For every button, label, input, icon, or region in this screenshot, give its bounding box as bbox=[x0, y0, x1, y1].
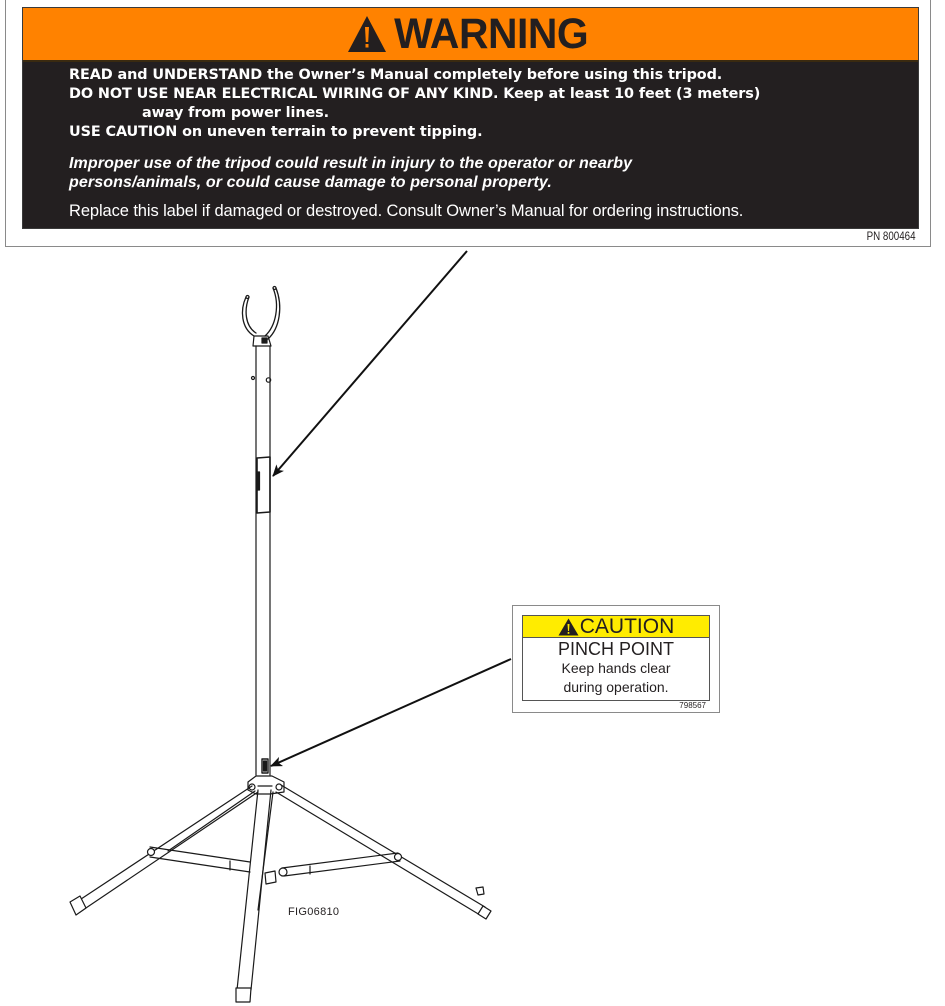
caution-line: Keep hands clear bbox=[561, 660, 671, 676]
warning-label bbox=[22, 7, 919, 229]
warning-triangle-icon bbox=[347, 15, 387, 53]
tripod-leg-left bbox=[70, 786, 258, 915]
tripod-pole bbox=[252, 346, 271, 775]
warning-line: USE CAUTION on uneven terrain to prevent tipping. bbox=[69, 124, 483, 140]
figure-id: FIG06810 bbox=[288, 906, 340, 918]
caution-signal-word: CAUTION bbox=[579, 615, 675, 638]
warning-part-number: PN 800464 bbox=[867, 231, 916, 243]
caution-leader-arrow bbox=[271, 659, 511, 766]
warning-header bbox=[23, 8, 918, 62]
warning-line: away from power lines. bbox=[142, 105, 329, 121]
caution-label bbox=[522, 615, 710, 701]
caution-label-frame bbox=[512, 605, 720, 713]
warning-italic-line: persons/animals, or could cause damage to personal property. bbox=[69, 174, 552, 191]
warning-line: DO NOT USE NEAR ELECTRICAL WIRING OF ANY KIND. Keep at least 10 feet (3 meters) bbox=[69, 86, 761, 102]
warning-line: READ and UNDERSTAND the Owner’s Manual completely before using this tripod. bbox=[69, 67, 723, 83]
warning-signal-word: WARNING bbox=[394, 9, 589, 58]
warning-body bbox=[69, 66, 910, 221]
tripod-hub bbox=[248, 776, 284, 794]
tripod-leg-right bbox=[276, 785, 491, 919]
caution-subtitle: PINCH POINT bbox=[557, 639, 674, 659]
caution-line: during operation. bbox=[563, 679, 669, 695]
warning-triangle-icon bbox=[558, 618, 579, 636]
pole-holder-yoke bbox=[242, 287, 279, 347]
warning-replace-line: Replace this label if damaged or destroyed. Consult Owner’s Manual for ordering instructions. bbox=[69, 202, 744, 220]
warning-italic-line: Improper use of the tripod could result in injury to the operator or nearby bbox=[69, 155, 633, 172]
warning-leader-arrow bbox=[273, 251, 467, 476]
warning-label-frame bbox=[5, 0, 931, 247]
tripod-leg-front bbox=[236, 790, 276, 1002]
caution-part-number: 798567 bbox=[679, 701, 706, 710]
caution-header bbox=[523, 616, 709, 638]
